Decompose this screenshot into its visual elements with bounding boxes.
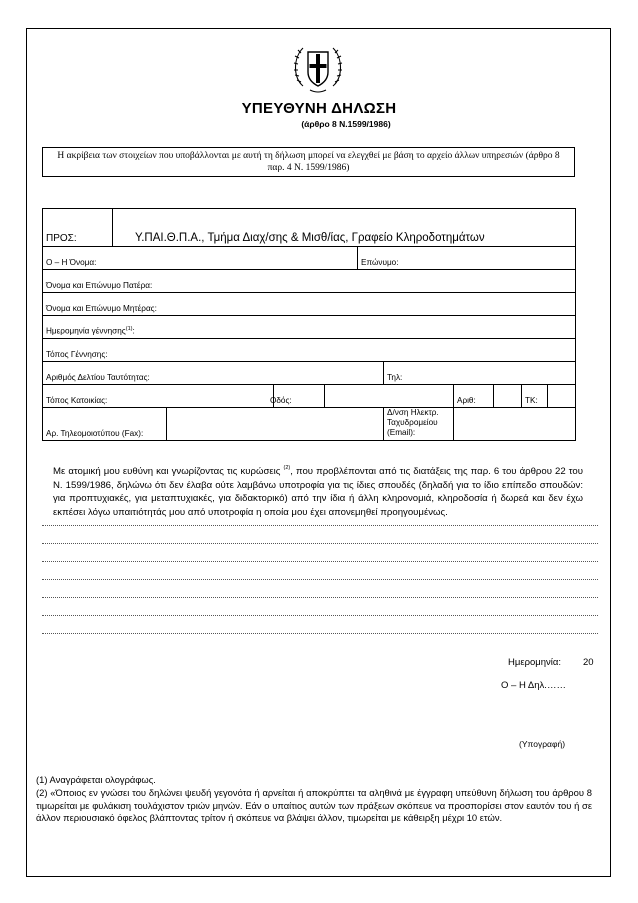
postcode-label: ΤΚ: — [525, 396, 538, 405]
email-field[interactable] — [454, 408, 576, 441]
fax-label: Αρ. Τηλεομοιοτύπου (Fax): — [46, 429, 144, 438]
postcode-field[interactable] — [548, 385, 576, 408]
birthdate-field[interactable] — [43, 316, 576, 339]
fax-field[interactable] — [167, 408, 384, 441]
postcode-label-cell — [522, 385, 548, 408]
phone-field[interactable] — [384, 362, 576, 385]
email-label-line-3: (Email): — [387, 428, 416, 437]
footnote-1: (1) Αναγράφεται ολογράφως. — [36, 774, 156, 785]
signature-label: (Υπογραφή) — [519, 739, 566, 749]
dotted-line-6[interactable] — [42, 615, 598, 616]
id-number-field[interactable] — [43, 362, 384, 385]
birthplace-label: Τόπος Γέννησης: — [46, 350, 108, 359]
document-subtitle: (άρθρο 8 Ν.1599/1986) — [301, 119, 391, 129]
number-field[interactable] — [494, 385, 522, 408]
greek-coat-of-arms-icon — [289, 38, 347, 96]
verification-notice: Η ακρίβεια των στοιχείων που υποβάλλονται με αυτή τη δήλωση μπορεί να ελεγχθεί με βάση το αρχείο άλλων υπηρεσιών (άρθρο 8 παρ. 4 Ν. 1599/1986) — [42, 147, 575, 177]
id-number-label: Αριθμός Δελτίου Ταυτότητας: — [46, 373, 150, 382]
declaration-part-1: Με ατομική μου ευθύνη και γνωρίζοντας τις κυρώσεις — [53, 466, 284, 477]
name-field[interactable] — [43, 247, 358, 270]
mother-name-label: Όνομα και Επώνυμο Μητέρας: — [46, 304, 157, 313]
mother-name-field[interactable] — [43, 293, 576, 316]
birthdate-label: Ημερομηνία γέννησης — [46, 327, 126, 336]
email-label-line-1: Δ/νση Ηλεκτρ. — [387, 408, 439, 417]
dotted-line-7[interactable] — [42, 633, 598, 634]
street-label-cell — [270, 385, 325, 408]
street-label: Οδός: — [270, 396, 292, 405]
dotted-line-2[interactable] — [42, 543, 598, 544]
document-title: ΥΠΕΥΘΥΝΗ ΔΗΛΩΣΗ — [241, 100, 397, 117]
father-name-label: Όνομα και Επώνυμο Πατέρα: — [46, 281, 153, 290]
declaration-part-2: , που προβλέπονται από τις διατάξεις της παρ. 6 του άρθρου 22 του Ν. 1599/1986, δηλώνω ότι δεν έλαβα ούτε λαμβάνω υποτροφία για τις ίδιες σπουδές (δηλαδή για το ίδιο επίπεδο σπουδών: για προπτυχιακές, για μεταπτυχιακές, για διδακτορικό) από την ίδια ή άλλη κληρονομιά, κληροδοσία ή δωρεά και δεν έχω εκπέσει λόγω υπαιτιότητάς μου από υποτροφία η οποία μου έχει απονεμηθεί προηγουμένως. — [53, 466, 583, 518]
dotted-line-4[interactable] — [42, 579, 598, 580]
number-label-cell — [454, 385, 494, 408]
date-label: Ημερομηνία: — [508, 657, 562, 668]
declaration-text — [53, 462, 583, 519]
recipient-value: Υ.ΠΑΙ.Θ.Π.Α., Τμήμα Διαχ/σης & Μισθ/ίας, Γραφείο Κληροδοτημάτων — [113, 209, 576, 247]
surname-field[interactable] — [358, 247, 576, 270]
residence-field[interactable] — [43, 385, 274, 408]
personal-details-form — [42, 208, 576, 441]
name-label: Ο – Η Όνομα: — [46, 258, 97, 267]
footnote-2: (2) «Όποιος εν γνώσει του δηλώνει ψευδή γεγονότα ή αρνείται ή αποκρύπτει τα αληθινά με έγγραφη υπεύθυνη δήλωση του άρθρου 8 τιμωρείται με φυλάκιση τουλάχιστον τριών μηνών. Εάν ο υπαίτιος αυτών των πράξεων σκόπευε να προσπορίσει στον εαυτόν του ή σε άλλον περιουσιακό όφελος βλάπτοντας τρίτον ή σκόπευε να βλάψει άλλον, τιμωρείται με κάθειρξη μέχρι 10 ετών. — [36, 786, 592, 824]
street-field[interactable] — [325, 385, 454, 408]
dotted-line-5[interactable] — [42, 597, 598, 598]
recipient-label: ΠΡΟΣ: — [43, 209, 113, 247]
email-label-line-2: Ταχυδρομείου — [387, 418, 438, 427]
dotted-line-3[interactable] — [42, 561, 598, 562]
dotted-line-1[interactable] — [42, 525, 598, 526]
email-label-cell — [384, 408, 454, 441]
footnotes — [36, 774, 592, 825]
declarant-label: Ο – Η Δηλ.…… — [501, 680, 566, 691]
father-name-field[interactable] — [43, 270, 576, 293]
number-label: Αριθ: — [457, 396, 476, 405]
residence-label: Τόπος Κατοικίας: — [46, 396, 108, 405]
fax-label-cell — [43, 408, 167, 441]
declaration-footnote-ref: (2) — [283, 465, 291, 471]
birthplace-field[interactable] — [43, 339, 576, 362]
surname-label: Επώνυμο: — [361, 258, 399, 267]
birthdate-colon: : — [132, 327, 135, 336]
birthdate-footnote-ref: (1) — [125, 326, 133, 333]
date-year[interactable]: 20 — [583, 657, 594, 668]
phone-label: Τηλ: — [387, 373, 403, 382]
